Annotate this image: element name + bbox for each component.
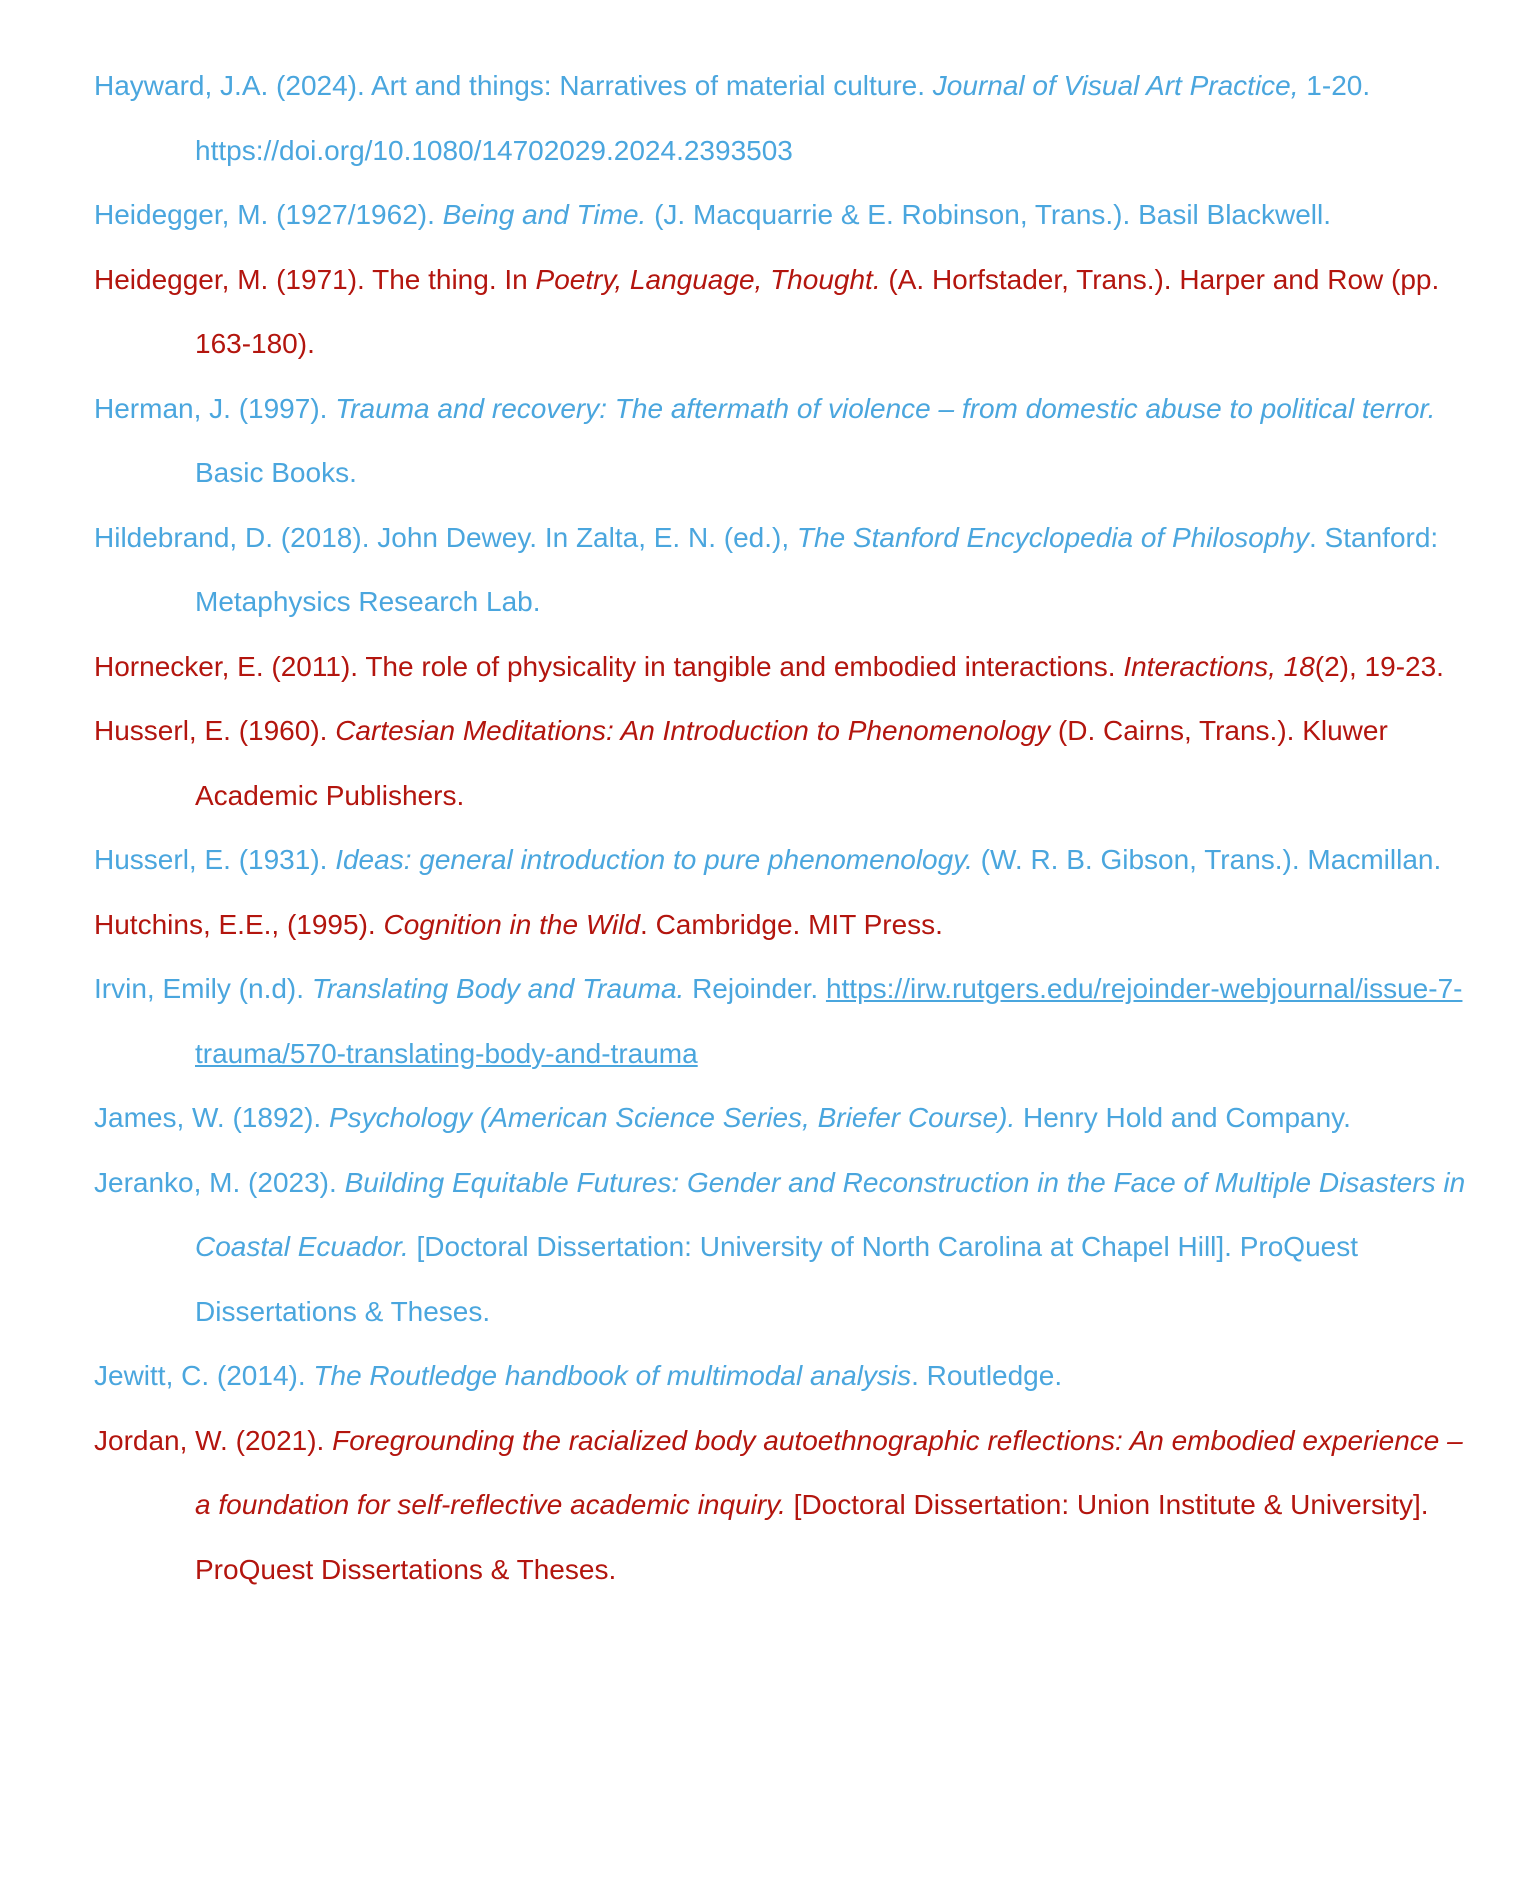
- reference-text: Henry Hold and Company.: [1015, 1102, 1351, 1133]
- reference-text: (2), 19-23.: [1314, 650, 1444, 682]
- reference-title-italic: Poetry, Language, Thought.: [535, 263, 881, 295]
- reference-text: Hutchins, E.E., (1995).: [94, 908, 384, 940]
- reference-text: Basic Books.: [195, 457, 357, 488]
- reference-title-italic: Building Equitable Futures: Gender and Reconstruction in the Face of Multiple Disasters in Coastal Ecuador.: [195, 1166, 1466, 1262]
- reference-text: Jordan, W. (2021).: [94, 1424, 333, 1456]
- reference-title-italic: The Routledge handbook of multimodal analysis: [313, 1360, 912, 1391]
- reference-text: [Doctoral Dissertation: University of North Carolina at Chapel Hill]. ProQuest Dissertations & Theses.: [195, 1231, 1359, 1327]
- reference-entry: [94, 699, 1474, 828]
- reference-title-italic: Journal of Visual Art Practice,: [932, 70, 1299, 101]
- reference-title-italic: Cognition in the Wild: [383, 908, 641, 940]
- reference-text: Herman, J. (1997).: [94, 392, 336, 424]
- reference-entry: [94, 957, 1474, 1086]
- reference-text: Jewitt, C. (2014).: [94, 1360, 314, 1391]
- reference-entry: [94, 54, 1474, 183]
- reference-text: Heidegger, M. (1927/1962).: [94, 199, 443, 230]
- reference-entry: [94, 506, 1474, 635]
- reference-title-italic: Being and Time.: [442, 199, 647, 230]
- reference-text: Jeranko, M. (2023).: [94, 1166, 345, 1198]
- reference-title-italic: Ideas: general introduction to pure phenomenology.: [335, 844, 973, 875]
- reference-entry: [94, 377, 1474, 506]
- reference-entry: [94, 1086, 1474, 1151]
- reference-text: Hildebrand, D. (2018). John Dewey. In Zalta, E. N. (ed.),: [94, 521, 797, 553]
- reference-link[interactable]: https://irw.rutgers.edu/rejoinder-webjournal/issue-7-trauma/570-translating-body-and-trauma: [195, 973, 1463, 1069]
- reference-text: (D. Cairns, Trans.). Kluwer Academic Publishers.: [195, 715, 1388, 811]
- reference-text: Irvin, Emily (n.d).: [94, 973, 312, 1004]
- reference-title-italic: Translating Body and Trauma.: [311, 973, 685, 1004]
- reference-text: . Cambridge. MIT Press.: [640, 908, 943, 940]
- reference-entry: [94, 1344, 1474, 1409]
- reference-text: Heidegger, M. (1971). The thing. In: [94, 263, 536, 295]
- reference-text: (A. Horfstader, Trans.). Harper and Row (pp. 163-180).: [195, 263, 1440, 359]
- reference-entry: [94, 1151, 1474, 1345]
- reference-title-italic: Trauma and recovery: The aftermath of violence – from domestic abuse to political terror.: [335, 392, 1436, 424]
- reference-title-italic: Interactions, 18: [1123, 650, 1315, 682]
- reference-entry: [94, 635, 1474, 700]
- reference-text: Husserl, E. (1931).: [94, 844, 336, 875]
- reference-text: James, W. (1892).: [94, 1102, 329, 1133]
- reference-text: Hayward, J.A. (2024). Art and things: Narratives of material culture.: [94, 70, 933, 101]
- reference-text: Hornecker, E. (2011). The role of physicality in tangible and embodied interactions.: [94, 650, 1124, 682]
- reference-entry: [94, 828, 1474, 893]
- reference-entry: [94, 893, 1474, 958]
- reference-text: (W. R. B. Gibson, Trans.). Macmillan.: [972, 844, 1442, 875]
- reference-entry: [94, 1409, 1474, 1603]
- reference-text: [Doctoral Dissertation: Union Institute & University]. ProQuest Dissertations & Theses.: [195, 1489, 1429, 1585]
- reference-text: Rejoinder.: [684, 973, 826, 1004]
- reference-text: Husserl, E. (1960).: [94, 715, 336, 746]
- reference-text: 1-20. https://doi.org/10.1080/14702029.2024.2393503: [195, 70, 1371, 166]
- reference-title-italic: Cartesian Meditations: An Introduction to Phenomenology: [335, 715, 1051, 746]
- reference-text: . Stanford: Metaphysics Research Lab.: [195, 521, 1439, 617]
- reference-title-italic: Psychology (American Science Series, Briefer Course).: [328, 1102, 1016, 1133]
- reference-entry: [94, 248, 1474, 377]
- reference-entry: [94, 183, 1474, 248]
- reference-list: [94, 54, 1474, 1602]
- reference-text: (J. Macquarrie & E. Robinson, Trans.). Basil Blackwell.: [646, 199, 1332, 230]
- reference-title-italic: The Stanford Encyclopedia of Philosophy: [796, 521, 1309, 553]
- reference-text: . Routledge.: [911, 1360, 1063, 1391]
- reference-title-italic: Foregrounding the racialized body autoethnographic reflections: An embodied experience – a foundation for self-reflective academic inquiry.: [195, 1424, 1463, 1520]
